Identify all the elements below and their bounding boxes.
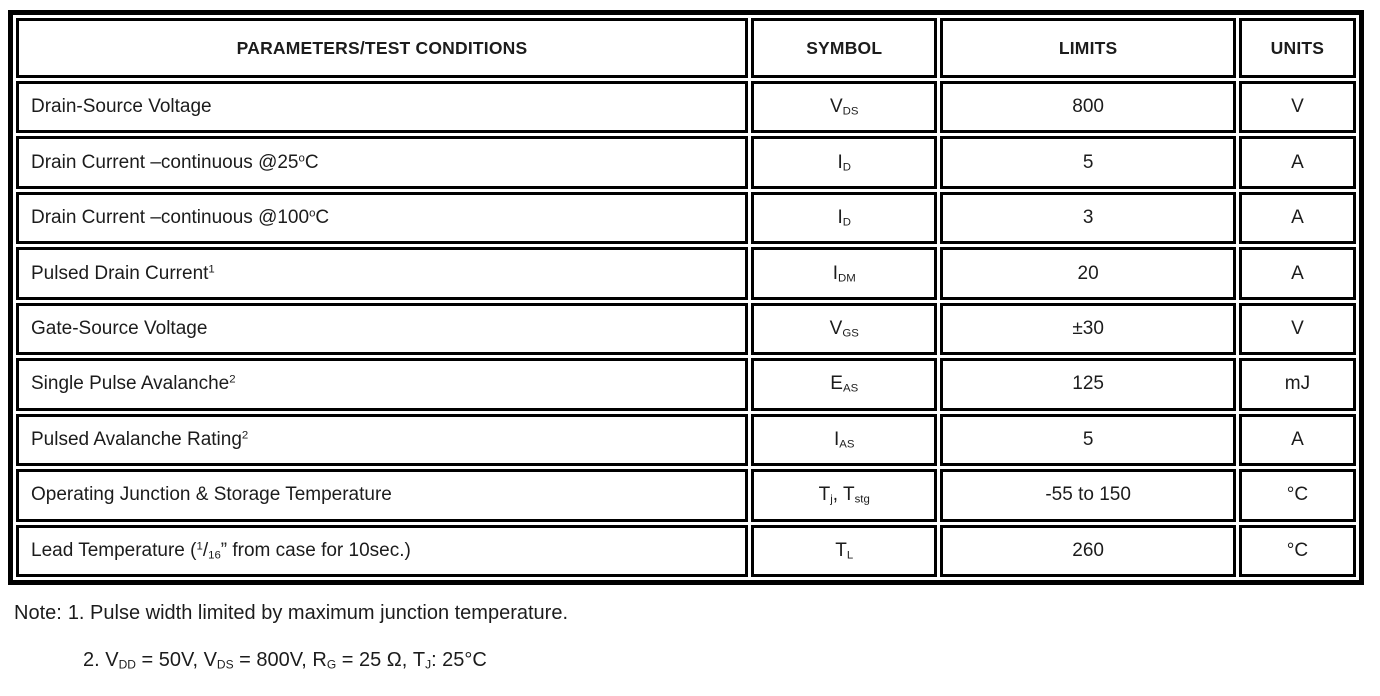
parameter-cell: Pulsed Drain Current$^1$	[16, 247, 748, 299]
unit-cell: A	[1239, 192, 1356, 244]
table-row	[16, 81, 1356, 133]
parameter-cell: Drain Current –continuous @100$^o$C	[16, 192, 748, 244]
unit-cell: A	[1239, 136, 1356, 188]
unit-cell: mJ	[1239, 358, 1356, 410]
limit-cell: 5	[940, 136, 1235, 188]
symbol-cell: IAS	[751, 414, 937, 466]
parameter-cell: Drain Current –continuous @25$^o$C	[16, 136, 748, 188]
column-header-parameters: PARAMETERS/TEST CONDITIONS	[16, 18, 748, 78]
symbol-cell: EAS	[751, 358, 937, 410]
symbol-cell: VDS	[751, 81, 937, 133]
note-item-text: 2. VDD = 50V, VDS = 800V, RG = 25 Ω, TJ: 25°C	[83, 649, 487, 672]
column-header-symbol: SYMBOL	[751, 18, 937, 78]
column-header-units: UNITS	[1239, 18, 1356, 78]
limit-cell: 800	[940, 81, 1235, 133]
parameter-cell: Single Pulse Avalanche$^2$	[16, 358, 748, 410]
table-row	[16, 414, 1356, 466]
note-item-text: 1. Pulse width limited by maximum junction temperature.	[67, 602, 569, 624]
symbol-cell: Tj, Tstg	[751, 469, 937, 521]
symbol-cell: VGS	[751, 303, 937, 355]
note-label: Note:	[14, 602, 62, 624]
symbol-cell: ID	[751, 136, 937, 188]
parameter-cell: Lead Temperature ($^1$/16” from case for 10sec.)	[16, 525, 748, 578]
table-row	[16, 469, 1356, 521]
table-row	[16, 192, 1356, 244]
parameter-cell: Gate-Source Voltage	[16, 303, 748, 355]
note-item-1	[14, 602, 1370, 625]
table-row	[16, 303, 1356, 355]
maximum-ratings-table	[8, 10, 1364, 585]
unit-cell: V	[1239, 81, 1356, 133]
symbol-cell: TL	[751, 525, 937, 578]
parameter-cell: Operating Junction & Storage Temperature	[16, 469, 748, 521]
limit-cell: 20	[940, 247, 1235, 299]
table-row	[16, 136, 1356, 188]
table-row	[16, 525, 1356, 578]
unit-cell: A	[1239, 247, 1356, 299]
limit-cell: ±30	[940, 303, 1235, 355]
unit-cell: A	[1239, 414, 1356, 466]
table-row	[16, 247, 1356, 299]
parameter-cell: Pulsed Avalanche Rating$^2$	[16, 414, 748, 466]
limit-cell: 125	[940, 358, 1235, 410]
note-item-2	[83, 649, 1370, 672]
unit-cell: °C	[1239, 525, 1356, 578]
table-row	[16, 358, 1356, 410]
unit-cell: °C	[1239, 469, 1356, 521]
symbol-cell: ID	[751, 192, 937, 244]
symbol-cell: IDM	[751, 247, 937, 299]
limit-cell: 260	[940, 525, 1235, 578]
limit-cell: 3	[940, 192, 1235, 244]
parameter-cell: Drain-Source Voltage	[16, 81, 748, 133]
unit-cell: V	[1239, 303, 1356, 355]
column-header-limits: LIMITS	[940, 18, 1235, 78]
limit-cell: 5	[940, 414, 1235, 466]
limit-cell: -55 to 150	[940, 469, 1235, 521]
notes-section	[8, 602, 1370, 672]
header-row	[16, 18, 1356, 78]
